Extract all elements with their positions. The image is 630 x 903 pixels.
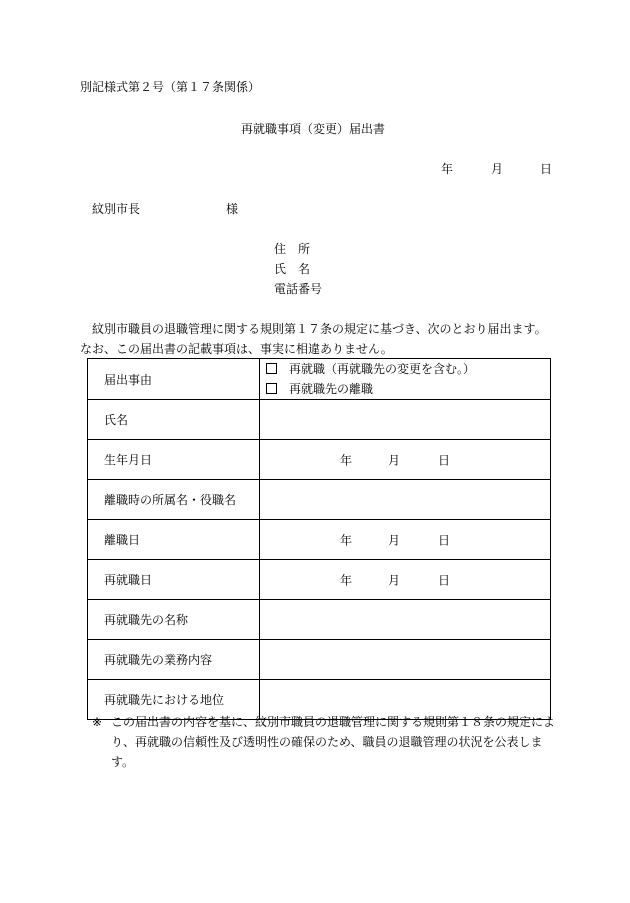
table-row-reemployment-date — [88, 560, 551, 600]
reemployment-checkbox[interactable] — [266, 363, 277, 374]
retirement-date-day: 日 — [438, 533, 451, 547]
page-title: 再就職事項（変更）届出書 — [241, 122, 386, 136]
birth-date-day: 日 — [438, 453, 451, 467]
table-row-birth-date — [88, 440, 551, 480]
reemployment-date-day: 日 — [438, 573, 451, 587]
reemployment-date-field[interactable] — [260, 560, 551, 600]
employer-name-label: 再就職先の名称 — [88, 600, 260, 640]
reemployment-date-label: 再就職日 — [88, 560, 260, 600]
table-row-retirement-date — [88, 520, 551, 560]
date-year-label: 年 — [441, 162, 454, 176]
retirement-date-year: 年 — [340, 533, 353, 547]
department-field[interactable] — [260, 480, 551, 520]
employer-position-label: 再就職先における地位 — [88, 680, 260, 720]
department-label: 離職時の所属名・役職名 — [88, 480, 260, 520]
form-table — [87, 358, 551, 720]
reason-option-leaving[interactable] — [260, 379, 550, 399]
table-row-employer-name — [88, 600, 551, 640]
form-number: 別記様式第２号（第１７条関係） — [80, 80, 261, 94]
intro-line-1: 紋別市職員の退職管理に関する規則第１７条の規定に基づき、次のとおり届出ます。 — [92, 322, 547, 336]
note-text: この届出書の内容を基に、紋別市職員の退職管理に関する規則第１８条の規定により、再就職の信頼性及び透明性の確保のため、職員の退職管理の状況を公表します。 — [111, 715, 556, 769]
intro-line-2: なお、この届出書の記載事項は、事実に相違ありません。 — [80, 342, 393, 356]
name-field[interactable] — [260, 400, 551, 440]
date-month-label: 月 — [491, 162, 504, 176]
table-row-department — [88, 480, 551, 520]
table-row-employer-business — [88, 640, 551, 680]
reemployment-date-month: 月 — [388, 573, 401, 587]
table-row-name — [88, 400, 551, 440]
footnote — [92, 712, 562, 772]
note-mark: ※ — [92, 715, 103, 729]
employer-name-field[interactable] — [260, 600, 551, 640]
table-row-reason — [88, 359, 551, 400]
applicant-name-label: 氏 名 — [274, 262, 311, 276]
applicant-address-label: 住 所 — [274, 242, 311, 256]
addressee-name: 紋別市長 — [92, 202, 141, 216]
retirement-date-field[interactable] — [260, 520, 551, 560]
employer-business-field[interactable] — [260, 640, 551, 680]
date-day-label: 日 — [540, 162, 553, 176]
reason-option-reemployment[interactable] — [260, 359, 550, 379]
birth-date-label: 生年月日 — [88, 440, 260, 480]
birth-date-field[interactable] — [260, 440, 551, 480]
addressee-honorific: 様 — [226, 202, 239, 216]
applicant-phone-label: 電話番号 — [274, 282, 323, 296]
birth-date-year: 年 — [340, 453, 353, 467]
reemployment-option-label: 再就職（再就職先の変更を含む。） — [289, 362, 476, 376]
reemployment-date-year: 年 — [340, 573, 353, 587]
reason-label: 届出事由 — [88, 359, 260, 400]
name-label: 氏名 — [88, 400, 260, 440]
retirement-date-label: 離職日 — [88, 520, 260, 560]
birth-date-month: 月 — [388, 453, 401, 467]
leaving-checkbox[interactable] — [266, 383, 277, 394]
retirement-date-month: 月 — [388, 533, 401, 547]
leaving-option-label: 再就職先の離職 — [289, 382, 374, 396]
employer-business-label: 再就職先の業務内容 — [88, 640, 260, 680]
reason-options — [260, 359, 551, 400]
